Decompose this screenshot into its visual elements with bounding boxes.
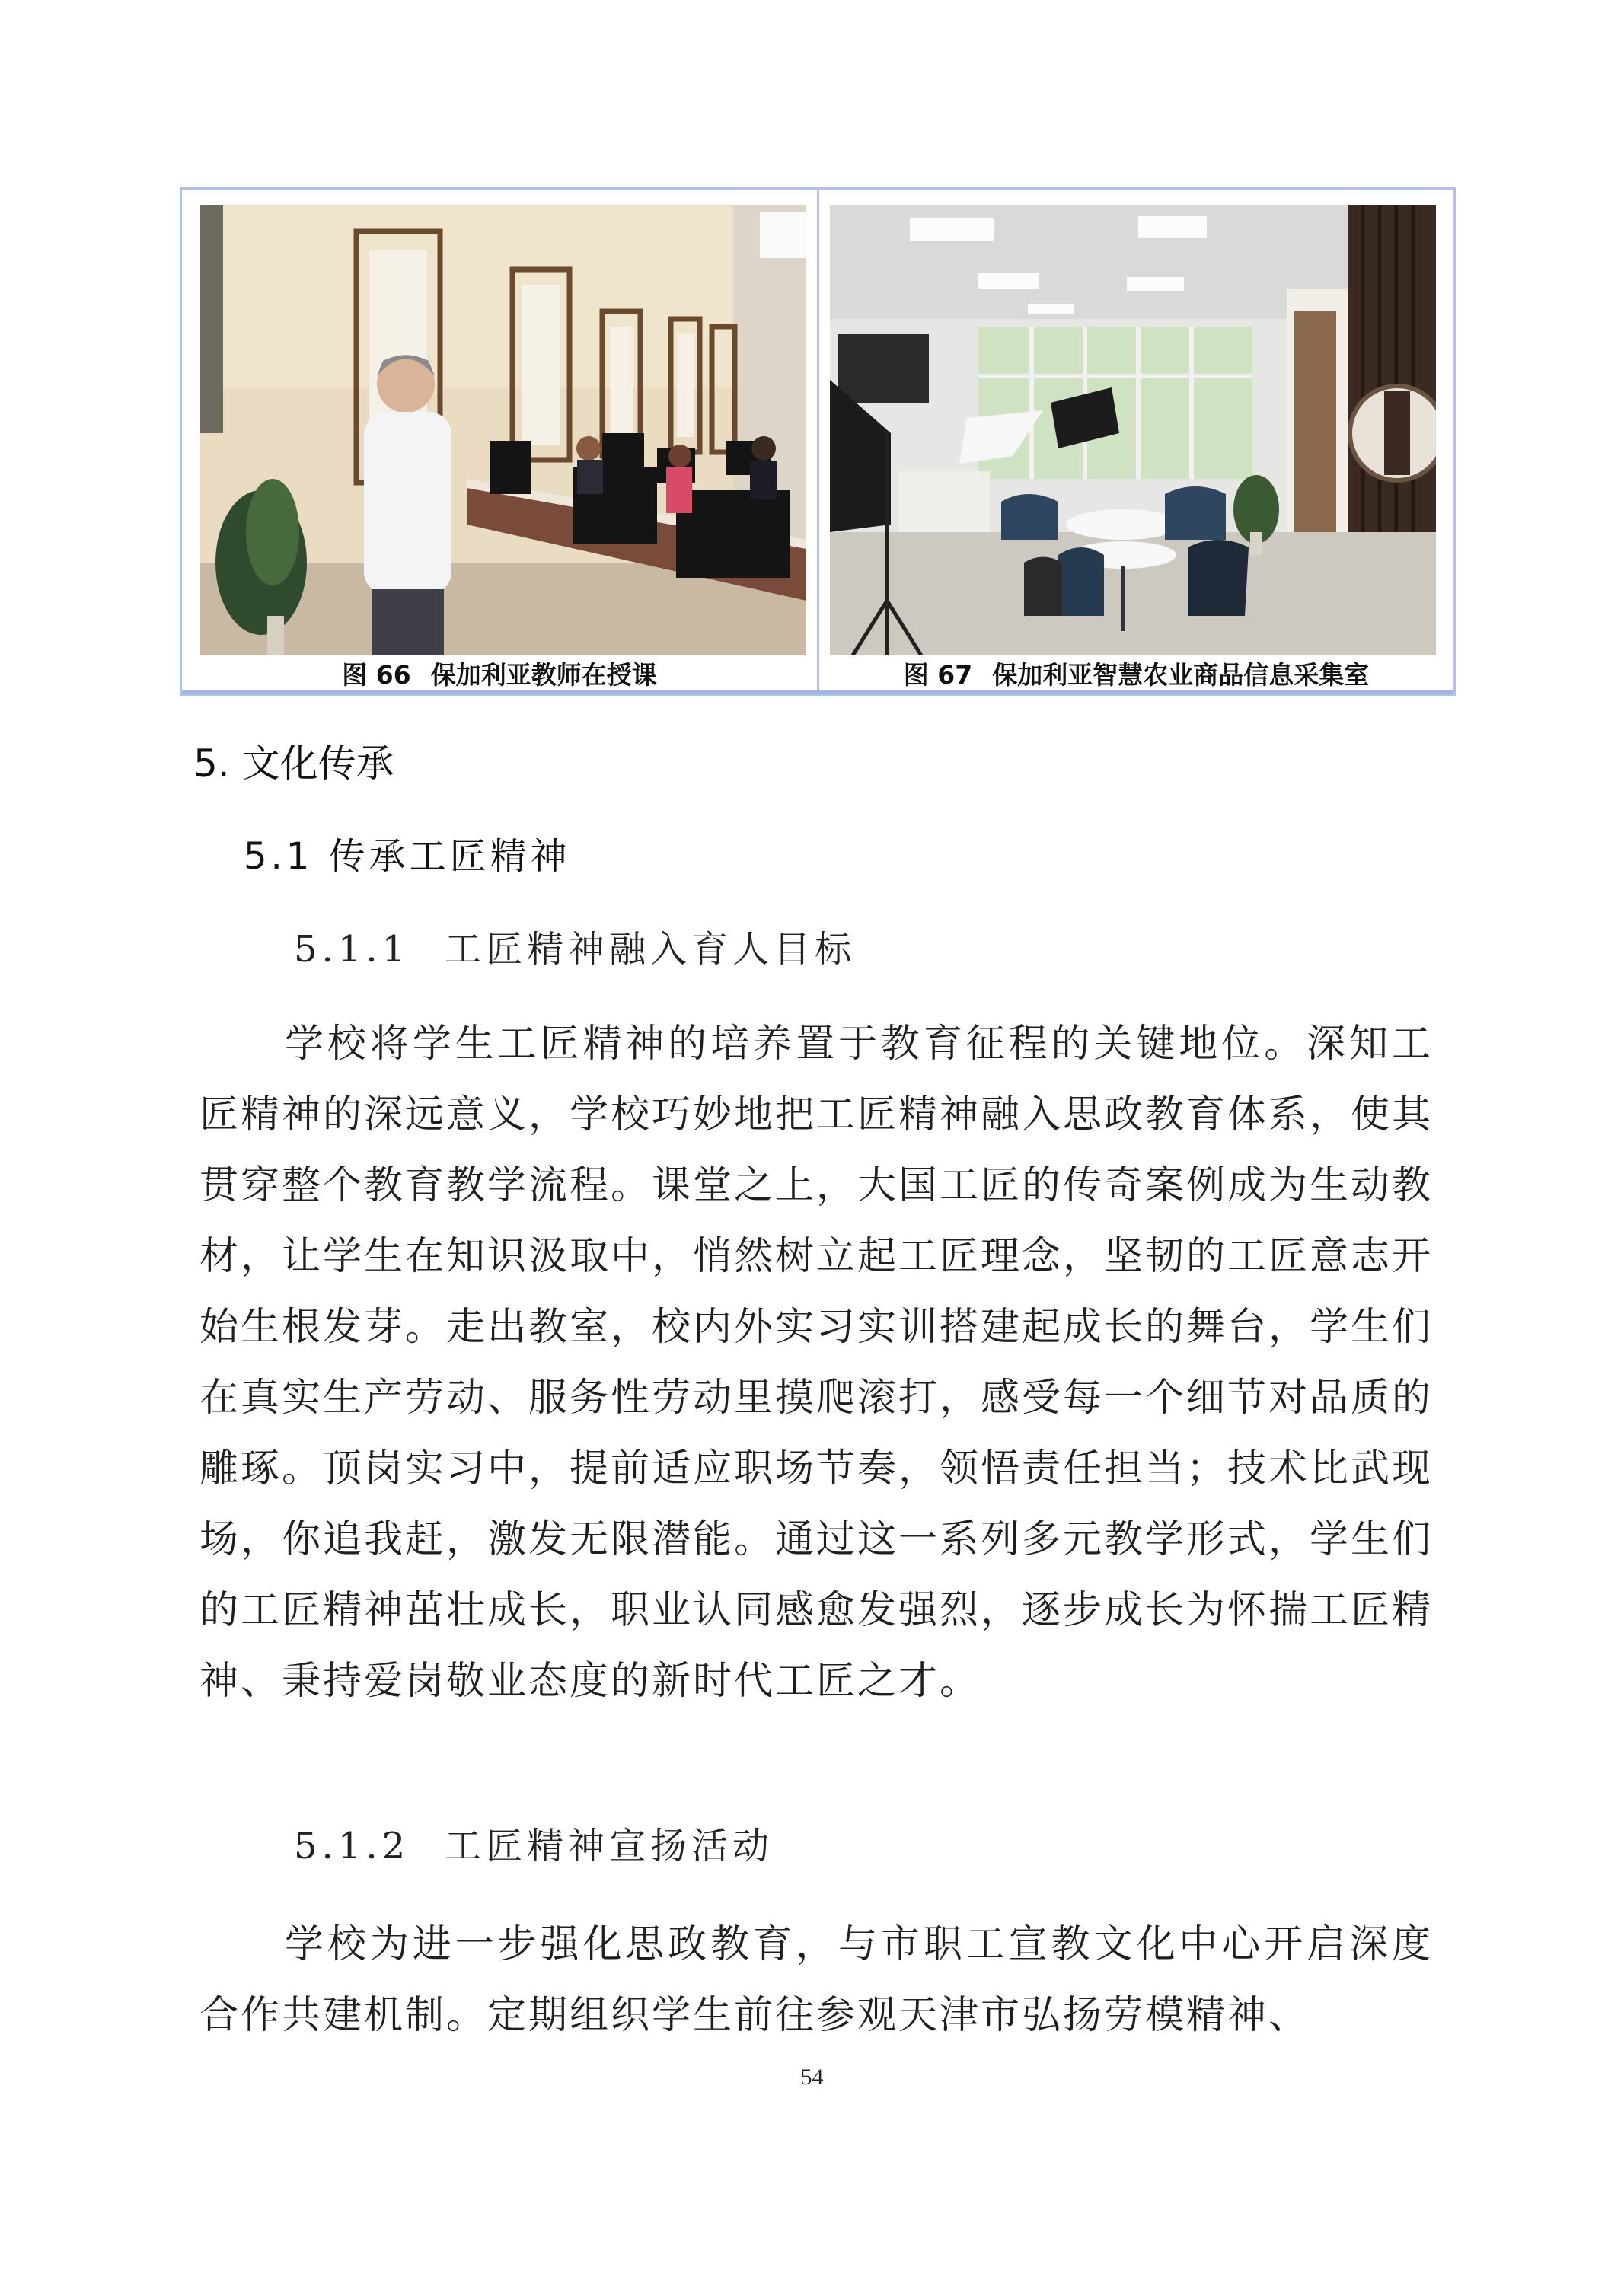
heading-number: 5.1.2 bbox=[294, 1825, 410, 1867]
heading-number: 5.1.1 bbox=[294, 928, 410, 971]
photo-collection-room bbox=[830, 205, 1436, 655]
page-number: 54 bbox=[800, 2065, 824, 2090]
figure-caption-66 bbox=[182, 657, 817, 694]
figure-number: 图 66 bbox=[342, 660, 411, 690]
subsubsection-heading bbox=[294, 1819, 774, 1873]
figure-caption-67 bbox=[819, 657, 1453, 694]
figure-table bbox=[180, 187, 1456, 696]
body-paragraph: 学校为进一步强化思政教育，与市职工宣教文化中心开启深度合作共建机制。定期组织学生前往参观天津市弘扬劳模精神、 bbox=[199, 1922, 1433, 2038]
subsubsection-heading bbox=[294, 923, 856, 976]
subsection-heading: 5.1 传承工匠精神 bbox=[244, 835, 571, 878]
figure-caption-text: 保加利亚教师在授课 bbox=[430, 660, 657, 690]
table-divider bbox=[817, 190, 819, 694]
figure-caption-text: 保加利亚智慧农业商品信息采集室 bbox=[992, 660, 1370, 690]
photo-teacher-classroom bbox=[200, 205, 806, 655]
figure-number: 图 67 bbox=[903, 660, 973, 690]
heading-title: 工匠精神宣扬活动 bbox=[445, 1825, 774, 1867]
heading-title: 工匠精神融入育人目标 bbox=[445, 928, 857, 971]
section-heading: 5. 文化传承 bbox=[193, 741, 394, 786]
body-paragraph: 学校将学生工匠精神的培养置于教育征程的关键地位。深知工匠精神的深远意义，学校巧妙地把工匠精神融入思政教育体系，使其贯穿整个教育教学流程。课堂之上，大国工匠的传奇案例成为生动教材，让学生在知识汲取中，悄然树立起工匠理念，坚韧的工匠意志开始生根发芽。走出教室，校内外实习实训搭建起成长的舞台，学生们在真实生产劳动、服务性劳动里摸爬滚打，感受每一个细节对品质的雕琢。顶岗实习中，提前适应职场节奏，领悟责任担当；技术比武现场，你追我赶，激发无限潜能。通过这一系列多元教学形式，学生们的工匠精神茁壮成长，职业认同感愈发强烈，逐步成长为怀揣工匠精神、秉持爱岗敬业态度的新时代工匠之才。 bbox=[199, 1022, 1434, 1704]
